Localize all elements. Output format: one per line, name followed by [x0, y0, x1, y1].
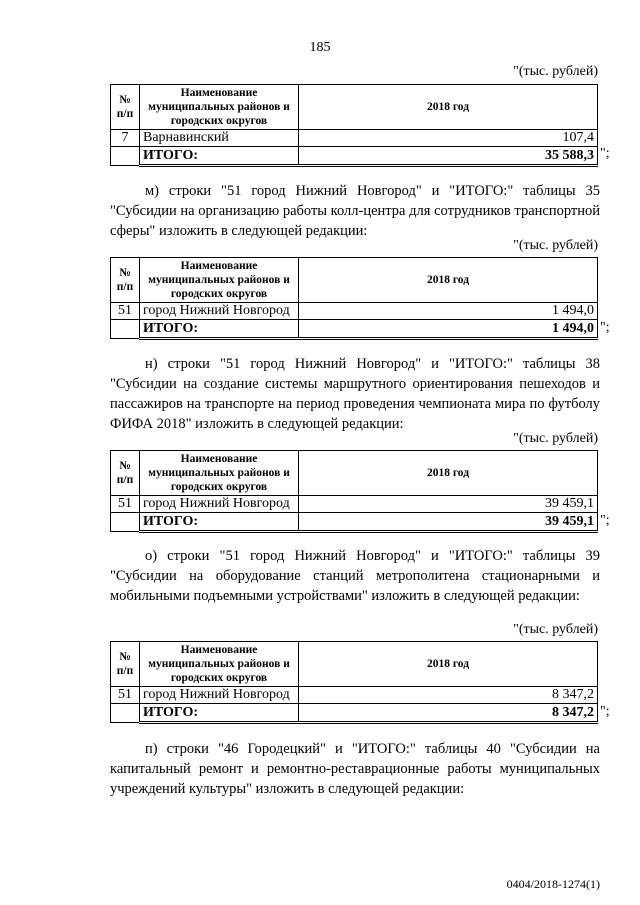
- row-name: город Нижний Новгород: [140, 303, 299, 320]
- total-num: [111, 320, 140, 339]
- row-value: 8 347,2: [299, 687, 598, 704]
- paragraph-o-text: о) строки "51 город Нижний Новгород" и "ИТОГО:" таблицы 39 "Субсидии на оборудование станций метрополитена стационарными и мобильными подъемными устройствами" изложить в следующей редакции:: [110, 548, 600, 604]
- row-num: 7: [111, 130, 140, 147]
- header-num: № п/п: [111, 642, 140, 687]
- table-1: [110, 84, 598, 167]
- row-value: 1 494,0: [299, 303, 598, 320]
- unit-label: "(тыс. рублей): [513, 238, 598, 253]
- paragraph-o: [110, 546, 600, 606]
- row-num: 51: [111, 687, 140, 704]
- total-label: ИТОГО:: [140, 704, 299, 723]
- total-num: [111, 704, 140, 723]
- header-name: Наименование муниципальных районов и городских округов: [140, 258, 299, 303]
- row-value: 107,4: [299, 130, 598, 147]
- row-num: 51: [111, 496, 140, 513]
- row-name: Варнавинский: [140, 130, 299, 147]
- header-name: Наименование муниципальных районов и городских округов: [140, 451, 299, 496]
- paragraph-p-text: п) строки "46 Городецкий" и "ИТОГО:" таблицы 40 "Субсидии на капитальный ремонт и ремонтно-реставрационные работы муниципальных учреждений культуры" изложить в следующей редакции:: [110, 741, 600, 797]
- row-name: город Нижний Новгород: [140, 687, 299, 704]
- total-value: 39 459,1: [299, 513, 598, 532]
- header-year: 2018 год: [299, 642, 598, 687]
- total-label: ИТОГО:: [140, 513, 299, 532]
- header-year: 2018 год: [299, 258, 598, 303]
- closing-quote: ";: [600, 320, 610, 335]
- closing-quote: ";: [600, 513, 610, 528]
- unit-label: "(тыс. рублей): [513, 622, 598, 637]
- total-num: [111, 513, 140, 532]
- total-value: 35 588,3: [299, 147, 598, 166]
- page-number: 185: [309, 40, 331, 55]
- total-value: 1 494,0: [299, 320, 598, 339]
- total-label: ИТОГО:: [140, 320, 299, 339]
- header-num: № п/п: [111, 451, 140, 496]
- table-4: [110, 641, 598, 724]
- table-2: [110, 257, 598, 340]
- total-num: [111, 147, 140, 166]
- paragraph-m-text: м) строки "51 город Нижний Новгород" и "ИТОГО:" таблицы 35 "Субсидии на организацию работы колл-центра для сотрудников транспортной сферы" изложить в следующей редакции:: [110, 183, 600, 239]
- header-num: № п/п: [111, 85, 140, 130]
- closing-quote: ";: [600, 146, 610, 161]
- total-label: ИТОГО:: [140, 147, 299, 166]
- header-year: 2018 год: [299, 85, 598, 130]
- row-value: 39 459,1: [299, 496, 598, 513]
- row-name: город Нижний Новгород: [140, 496, 299, 513]
- table-3: [110, 450, 598, 533]
- paragraph-m: [110, 181, 600, 241]
- header-year: 2018 год: [299, 451, 598, 496]
- paragraph-n: [110, 354, 600, 434]
- total-value: 8 347,2: [299, 704, 598, 723]
- paragraph-p: [110, 739, 600, 799]
- header-name: Наименование муниципальных районов и городских округов: [140, 85, 299, 130]
- closing-quote: ";: [600, 704, 610, 719]
- row-num: 51: [111, 303, 140, 320]
- header-name: Наименование муниципальных районов и городских округов: [140, 642, 299, 687]
- unit-label: "(тыс. рублей): [513, 64, 598, 79]
- paragraph-n-text: н) строки "51 город Нижний Новгород" и "ИТОГО:" таблицы 38 "Субсидии на создание системы маршрутного ориентирования пешеходов и пассажиров на транспорте на период проведения чемпионата мира по футболу ФИФА 2018" изложить в следующей редакции:: [110, 356, 600, 432]
- header-num: № п/п: [111, 258, 140, 303]
- unit-label: "(тыс. рублей): [513, 431, 598, 446]
- document-code: 0404/2018-1274(1): [506, 877, 600, 891]
